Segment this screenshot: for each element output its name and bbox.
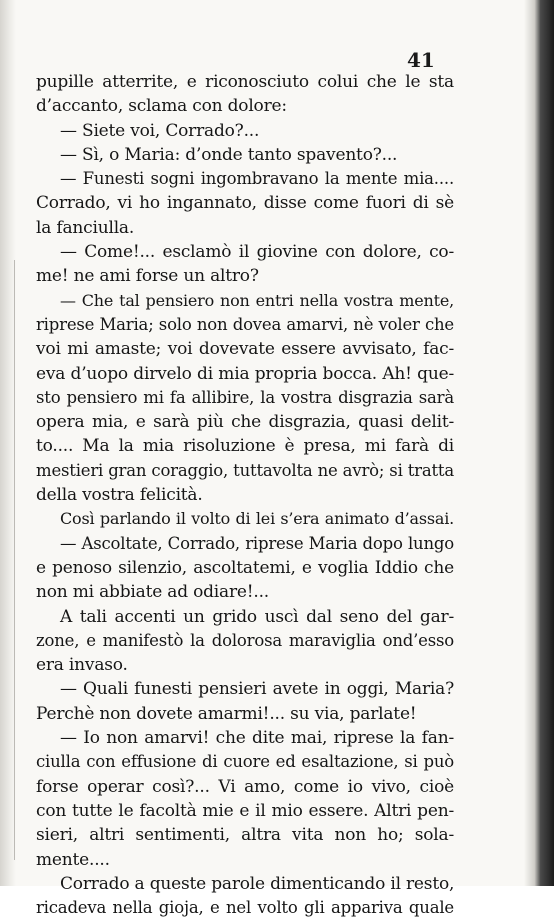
text-line: — Ascoltate, Corrado, riprese Maria dopo lungo	[60, 533, 454, 553]
text-line: voi mi amaste; voi dovevate essere avvisato, fac-	[36, 339, 454, 360]
body-text	[36, 70, 454, 920]
text-line: ricadeva nella gioja, e nel volto gli appariva quale	[36, 898, 454, 918]
text-line: Corrado, vi ho ingannato, disse come fuori di sè	[36, 193, 454, 214]
text-line: pupille atterrite, e riconosciuto colui che le sta	[36, 72, 454, 92]
text-line: Corrado a queste parole dimenticando il resto,	[60, 873, 455, 894]
text-line: Perchè non dovete amarmi!... su via, parlate!	[36, 703, 417, 724]
text-line: riprese Maria; solo non dovea amarvi, nè voler che	[36, 314, 454, 334]
text-line: non mi abbiate ad odiare!...	[36, 582, 270, 603]
text-line: della vostra felicità.	[36, 485, 203, 506]
text-line: era invaso.	[36, 655, 128, 676]
text-line: sto pensiero mi fa allibire, la vostra disgrazia sarà	[36, 387, 454, 407]
text-line: me! ne ami forse un altro?	[36, 266, 259, 287]
text-line: — Siete voi, Corrado?...	[60, 120, 260, 141]
text-line: — Che tal pensiero non entri nella vostra mente,	[60, 290, 454, 310]
text-line: opera mia, e sarà più che disgrazia, quasi delit-	[36, 412, 454, 433]
text-line: Così parlando il volto di lei s’era animato d’assai.	[60, 509, 454, 529]
text-line: la fanciulla.	[36, 217, 135, 238]
text-line: — Funesti sogni ingombravano la mente mia....	[60, 169, 454, 189]
text-line: to.... Ma la mia risoluzione è presa, mi farà di	[36, 436, 454, 457]
text-line: forse operar così?... Vi amo, come io vivo, cioè	[36, 776, 454, 797]
page-edge-line	[14, 260, 15, 860]
text-line: — Io non amarvi! che dite mai, riprese la fan-	[60, 728, 454, 749]
text-line: sieri, altri sentimenti, altra vita non ho; sola-	[36, 825, 454, 846]
page-number: 41	[407, 48, 435, 72]
text-line: — Quali funesti pensieri avete in oggi, Maria?	[60, 679, 454, 700]
text-line: zone, e manifestò la dolorosa maraviglia ond’esso	[36, 630, 454, 650]
text-line: A tali accenti un grido uscì dal seno del gar-	[60, 606, 454, 627]
text-line: mente....	[36, 849, 110, 870]
text-line: con tutte le facoltà mie e il mio essere. Altri pen-	[36, 800, 454, 821]
text-line: ciulla con effusione di cuore ed esaltazione, si può	[36, 752, 454, 772]
text-line: e penoso silenzio, ascoltatemi, e voglia Iddio che	[36, 557, 454, 578]
text-line: — Sì, o Maria: d’onde tanto spavento?...	[60, 144, 398, 165]
text-line: mestieri gran coraggio, tuttavolta ne avrò; si tratta	[36, 460, 454, 480]
text-line: eva d’uopo dirvelo di mia propria bocca. Ah! que-	[36, 363, 454, 384]
scan-edge-shadow	[524, 0, 554, 886]
text-line: — Come!... esclamò il giovine con dolore, co-	[60, 242, 454, 263]
text-line: d’accanto, sclama con dolore:	[36, 96, 287, 117]
